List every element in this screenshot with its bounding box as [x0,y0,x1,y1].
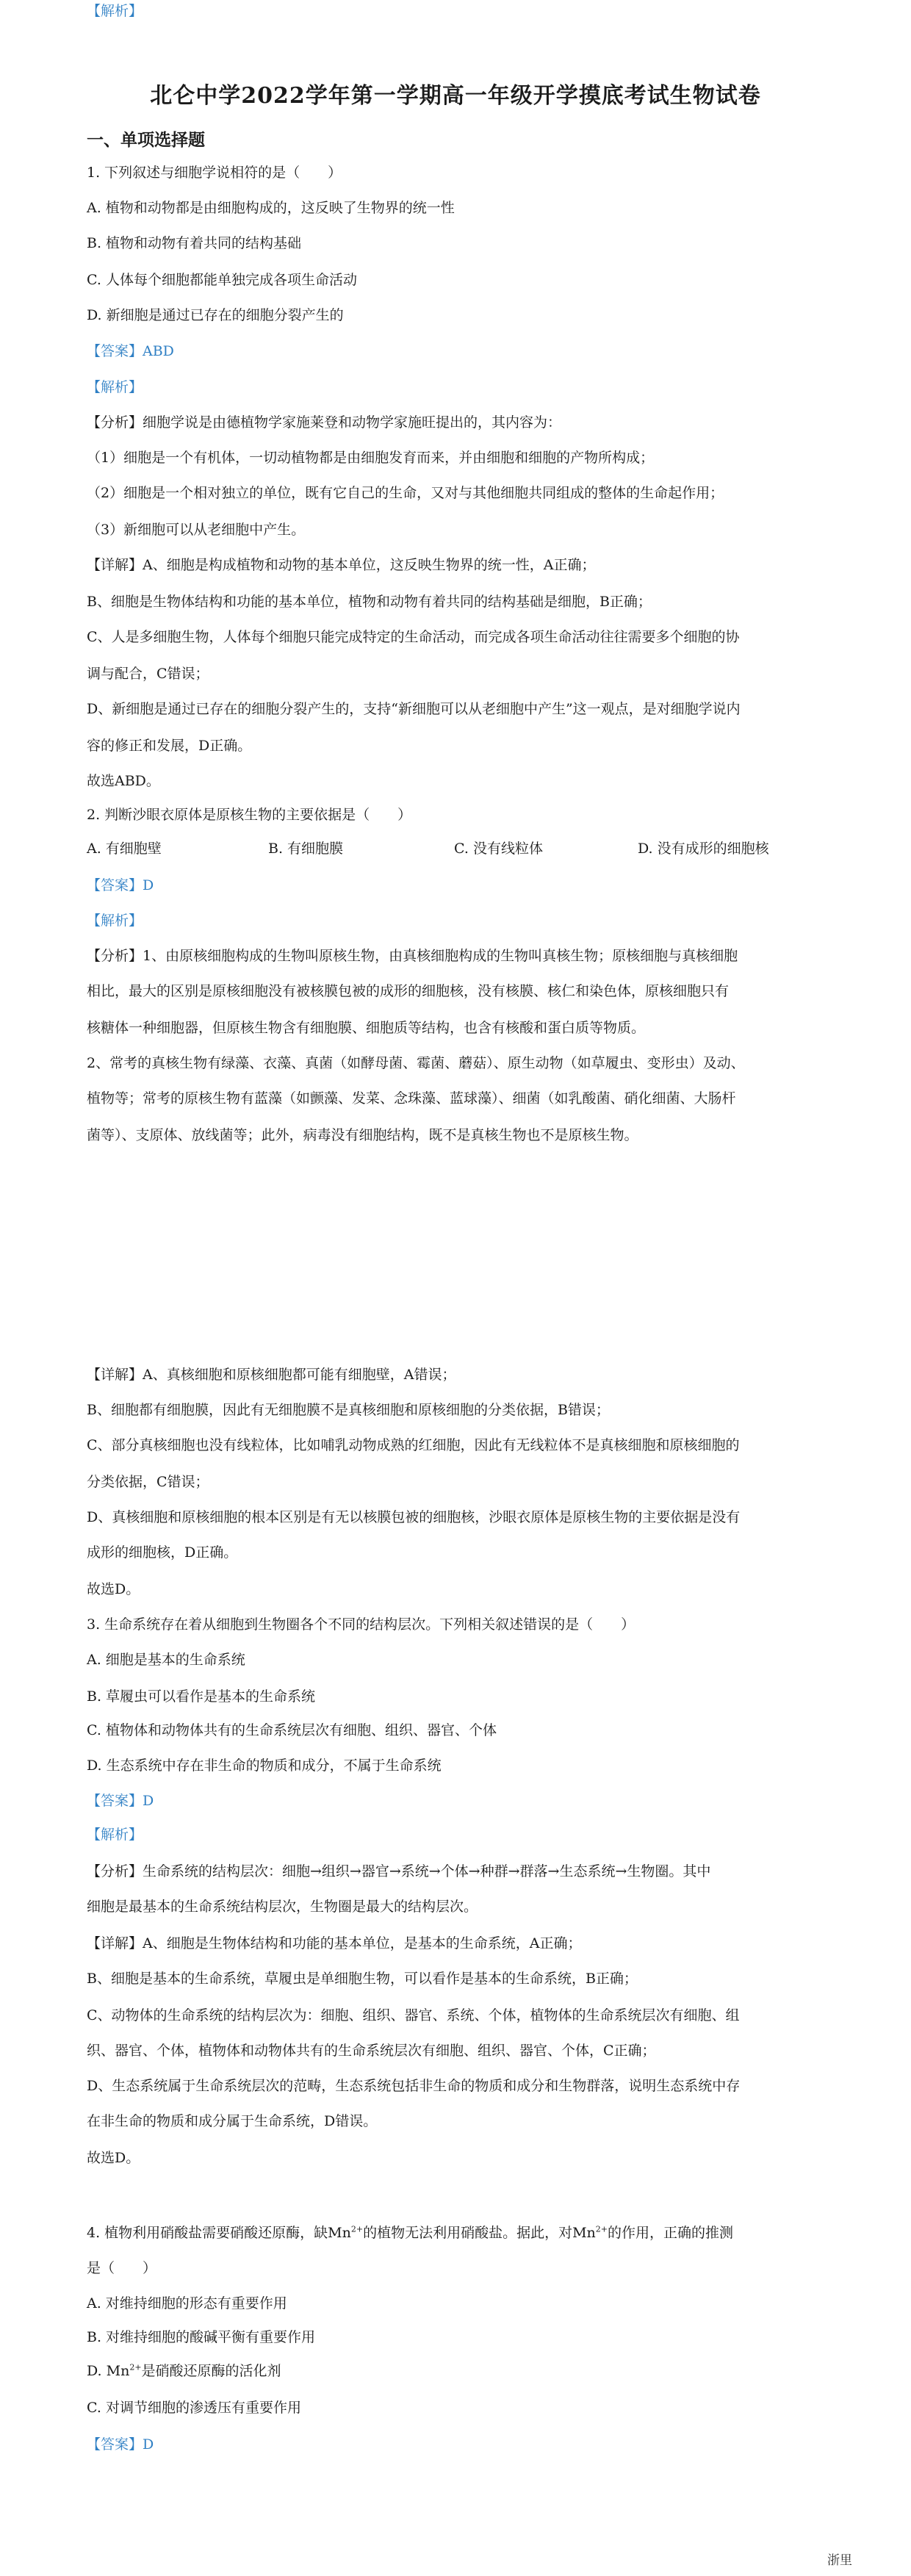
text-line: （3）新细胞可以从老细胞中产生。 [87,522,306,538]
text-line: 【分析】细胞学说是由德植物学家施莱登和动物学家施旺提出的，其内容为： [87,414,562,431]
section-heading: 一、单项选择题 [87,131,205,150]
text-line: 3. 生命系统存在着从细胞到生物圈各个不同的结构层次。下列相关叙述错误的是（ ） [87,1616,635,1633]
text-line: 【分析】1、由原核细胞构成的生物叫原核生物，由真核细胞构成的生物叫真核生物；原核细胞与真核细胞 [87,948,738,964]
text-line: A. 对维持细胞的形态有重要作用 [87,2295,287,2311]
text-line: B. 对维持细胞的酸碱平衡有重要作用 [87,2329,316,2345]
text-line: 在非生命的物质和成分属于生命系统，D错误。 [87,2113,378,2129]
page-footer: 浙里 [827,2553,852,2568]
text-line: 故选ABD。 [87,773,160,789]
text-line: B、细胞是生物体结构和功能的基本单位，植物和动物有着共同的结构基础是细胞，B正确； [87,594,652,610]
text-line: C、部分真核细胞也没有线粒体，比如哺乳动物成熟的红细胞，因此有无线粒体不是真核细胞和原核细胞的 [87,1437,740,1453]
text-line: 故选D。 [87,2150,140,2166]
text-line: （1）细胞是一个有机体，一切动植物都是由细胞发育而来，并由细胞和细胞的产物所构成； [87,450,655,466]
text-line: 【答案】D [87,2436,154,2453]
text-line: 2、常考的真核生物有绿藻、衣藻、真菌（如酵母菌、霉菌、蘑菇）、原生动物（如草履虫、变形虫）及动、 [87,1055,745,1071]
text-line: 调与配合，C错误； [87,666,209,682]
text-line: 2. 判断沙眼衣原体是原核生物的主要依据是（ ） [87,807,412,823]
text-line: D. 生态系统中存在非生命的物质和成分，不属于生命系统 [87,1757,442,1774]
text-line: 【分析】生命系统的结构层次：细胞→组织→器官→系统→个体→种群→群落→生态系统→生物圈。其中 [87,1863,711,1879]
q2-option-c: C. 没有线粒体 [454,841,543,857]
text-line: 【解析】 [87,913,143,929]
text-line: 【答案】D [87,1793,154,1809]
text-line: C. 对调节细胞的渗透压有重要作用 [87,2400,301,2416]
text-line: C、人是多细胞生物，人体每个细胞只能完成特定的生命活动，而完成各项生命活动往往需要多个细胞的协 [87,629,740,645]
text-line: 1. 下列叙述与细胞学说相符的是（ ） [87,165,342,181]
text-line: 【详解】A、细胞是构成植物和动物的基本单位，这反映生物界的统一性，A正确； [87,557,596,573]
q2-option-a: A. 有细胞壁 [87,841,162,857]
text-line: 【解析】 [87,379,143,395]
text-line: C、动物体的生命系统的结构层次为：细胞、组织、器官、系统、个体，植物体的生命系统层次有细胞、组 [87,2007,740,2023]
text-line: B. 草履虫可以看作是基本的生命系统 [87,1688,316,1705]
text-line: 【解析】 [87,1827,143,1843]
text-line: 【答案】ABD [87,343,174,359]
text-line: 成形的细胞核，D正确。 [87,1544,238,1561]
text-line: 细胞是最基本的生命系统结构层次，生物圈是最大的结构层次。 [87,1899,478,1915]
text-line: 植物等；常考的原核生物有蓝藻（如颤藻、发菜、念珠藻、蓝球藻）、细菌（如乳酸菌、硝化细菌、大肠杆 [87,1090,736,1107]
text-line: 故选D。 [87,1581,140,1597]
text-line: 【详解】A、细胞是生物体结构和功能的基本单位，是基本的生命系统，A正确； [87,1935,582,1951]
text-line: 【详解】A、真核细胞和原核细胞都可能有细胞壁，A错误； [87,1367,456,1383]
text-line: 是（ ） [87,2260,157,2276]
q2-option-b: B. 有细胞膜 [268,841,344,857]
text-line: B、细胞都有细胞膜，因此有无细胞膜不是真核细胞和原核细胞的分类依据，B错误； [87,1402,610,1418]
text-line: B. 植物和动物有着共同的结构基础 [87,235,302,251]
text-line: B、细胞是基本的生命系统，草履虫是单细胞生物，可以看作是基本的生命系统，B正确； [87,1971,638,1987]
text-line: C. 植物体和动物体共有的生命系统层次有细胞、组织、器官、个体 [87,1722,497,1738]
q2-option-d: D. 没有成形的细胞核 [638,841,769,857]
text-line: 核糖体一种细胞器，但原核生物含有细胞膜、细胞质等结构，也含有核酸和蛋白质等物质。 [87,1020,646,1036]
page-title: 北仑中学2022学年第一学期高一年级开学摸底考试生物试卷 [150,83,761,109]
text-line: 【解析】 [87,3,143,19]
q4-option-d: D. $Mn^{2+}$是硝酸还原酶的活化剂 [87,2362,281,2379]
text-line: 容的修正和发展，D正确。 [87,738,252,754]
text-line: C. 人体每个细胞都能单独完成各项生命活动 [87,272,357,288]
text-line: 织、器官、个体，植物体和动物体共有的生命系统层次有细胞、组织、器官、个体，C正确； [87,2043,656,2059]
text-line: 【答案】D [87,877,154,893]
text-line: A. 植物和动物都是由细胞构成的，这反映了生物界的统一性 [87,200,455,216]
text-line: 相比，最大的区别是原核细胞没有被核膜包被的成形的细胞核，没有核膜、核仁和染色体，原核细胞只有 [87,983,730,999]
text-line: 分类依据，C错误； [87,1474,209,1490]
text-line: （2）细胞是一个相对独立的单位，既有它自己的生命，又对与其他细胞共同组成的整体的生命起作用； [87,485,724,501]
text-line: 菌等）、支原体、放线菌等；此外，病毒没有细胞结构，既不是真核生物也不是原核生物。 [87,1127,638,1143]
text-line: D、真核细胞和原核细胞的根本区别是有无以核膜包被的细胞核，沙眼衣原体是原核生物的主要依据是没有 [87,1509,741,1525]
q4-stem: 4. 植物利用硝酸盐需要硝酸还原酶，缺$Mn^{2+}$的植物无法利用硝酸盐。据此，对$Mn^{2+}$的作用，正确的推测 [87,2224,734,2241]
text-line: A. 细胞是基本的生命系统 [87,1652,245,1668]
text-line: D、新细胞是通过已存在的细胞分裂产生的，支持“新细胞可以从老细胞中产生”这一观点，是对细胞学说内 [87,701,741,717]
text-line: D、生态系统属于生命系统层次的范畴，生态系统包括非生命的物质和成分和生物群落，说明生态系统中存 [87,2078,741,2094]
text-line: D. 新细胞是通过已存在的细胞分裂产生的 [87,307,344,323]
